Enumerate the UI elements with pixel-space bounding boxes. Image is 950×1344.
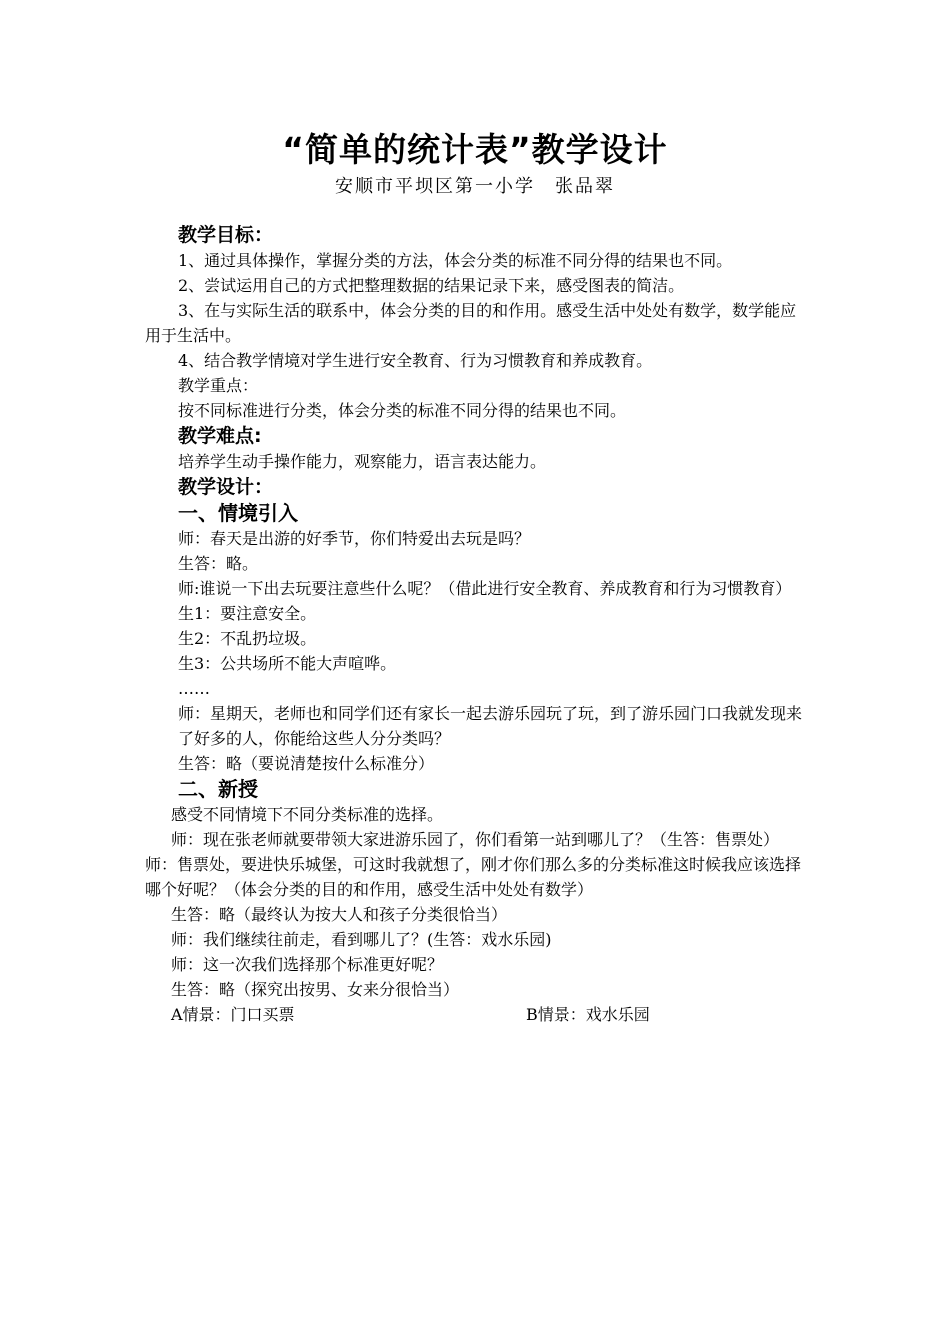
- section1-line: 生2：不乱扔垃圾。: [178, 629, 317, 648]
- section2-line: 生答：略（探究出按男、女来分很恰当）: [171, 980, 460, 999]
- document-author: 安顺市平坝区第一小学 张品翠: [335, 176, 615, 197]
- scene-row: [145, 1002, 810, 1027]
- section2-heading: 二、新授: [178, 777, 258, 801]
- section1-line: 生3：公共场所不能大声喧哗。: [178, 654, 397, 673]
- design-heading: 教学设计：: [178, 476, 274, 498]
- section1-line: 师：春天是出游的好季节，你们特爱出去玩是吗？: [178, 529, 531, 548]
- section2-line: 师：我们继续往前走，看到哪儿了？(生答：戏水乐园): [171, 930, 552, 949]
- difficulty-text: 培养学生动手操作能力，观察能力，语言表达能力。: [178, 452, 547, 471]
- key-point-text: 按不同标准进行分类，体会分类的标准不同分得的结果也不同。: [178, 401, 627, 420]
- section1-line: 生答：略（要说清楚按什么标准分）: [178, 754, 435, 773]
- section1-line: ……: [178, 679, 210, 698]
- section2-line: 师：这一次我们选择那个标准更好呢？: [171, 955, 444, 974]
- objective-item-2: 2、尝试运用自己的方式把整理数据的结果记录下来，感受图表的简洁。: [178, 276, 685, 295]
- document-title: “简单的统计表”教学设计: [282, 130, 668, 169]
- document-body: [145, 222, 810, 1027]
- difficulty-heading: 教学难点:: [178, 425, 262, 447]
- section1-line: 师：星期天，老师也和同学们还有家长一起去游乐园玩了玩，到了游乐园门口我就发现来了好多的人，你能给这些人分分类吗？: [178, 704, 803, 748]
- section2-line: 感受不同情境下不同分类标准的选择。: [171, 805, 444, 824]
- objective-item-3: 3、在与实际生活的联系中，体会分类的目的和作用。感受生活中处处有数学，数学能应用于生活中。: [145, 301, 797, 345]
- section2-line: 师：现在张老师就要带领大家进游乐园了，你们看第一站到哪儿了？（生答：售票处）师：售票处，要进快乐城堡，可这时我就想了，刚才你们那么多的分类标准这时候我应该选择哪个好呢？（体会分类的目的和作用，感受生活中处处有数学）: [145, 830, 802, 899]
- scene-b-label: B情景：戏水乐园: [526, 1005, 650, 1024]
- key-point-heading: 教学重点：: [178, 376, 259, 395]
- objective-item-4: 4、结合教学情境对学生进行安全教育、行为习惯教育和养成教育。: [178, 351, 653, 370]
- section1-line: 生答：略。: [178, 554, 259, 573]
- section1-line: 生1：要注意安全。: [178, 604, 317, 623]
- section1-heading: 一、情境引入: [178, 501, 298, 525]
- objective-item-1: 1、通过具体操作，掌握分类的方法，体会分类的标准不同分得的结果也不同。: [178, 251, 733, 270]
- section1-line: 师:谁说一下出去玩要注意些什么呢？（借此进行安全教育、养成教育和行为习惯教育）: [178, 579, 792, 598]
- section2-line: 生答：略（最终认为按大人和孩子分类很恰当）: [171, 905, 508, 924]
- objectives-heading: 教学目标：: [178, 224, 274, 246]
- scene-a-label: A情景：门口买票: [171, 1005, 295, 1024]
